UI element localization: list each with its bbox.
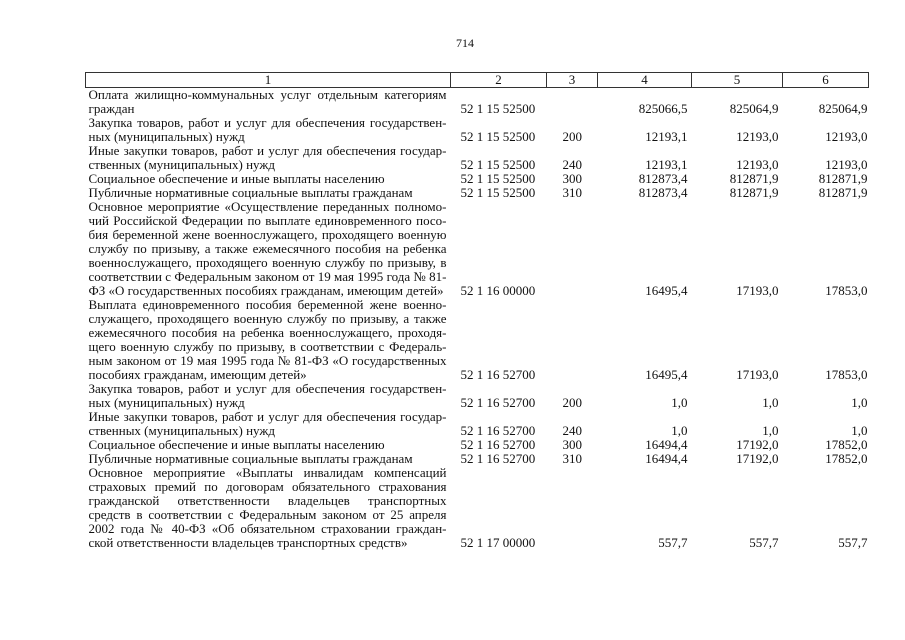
row-value-col5: 812871,9 bbox=[729, 171, 779, 186]
row-expense-type bbox=[547, 298, 598, 382]
row-value-col5: 825064,9 bbox=[729, 101, 779, 116]
header-col-3: 3 bbox=[547, 73, 598, 88]
row-value-col5: 17192,0 bbox=[736, 437, 779, 452]
row-value-col5: 812871,9 bbox=[729, 185, 779, 200]
row-code: 52 1 15 52500 bbox=[460, 185, 536, 200]
row-value-col4: 1,0 bbox=[671, 423, 688, 438]
row-expense-type bbox=[547, 200, 598, 298]
row-code: 52 1 15 52500 bbox=[460, 171, 536, 186]
row-code: 52 1 16 52700 bbox=[460, 395, 536, 410]
row-value-col6: 17852,0 bbox=[825, 451, 868, 466]
row-expense-type bbox=[547, 88, 598, 117]
header-col-1: 1 bbox=[86, 73, 451, 88]
row-value-col4: 16494,4 bbox=[645, 437, 688, 452]
row-name: Иные закупки товаров, работ и услуг для обеспечения государ-ственных (муниципальных) нужд bbox=[88, 143, 447, 172]
row-value-col4: 16495,4 bbox=[645, 367, 688, 382]
header-col-6: 6 bbox=[783, 73, 869, 88]
table-row bbox=[86, 172, 869, 186]
row-code: 52 1 16 52700 bbox=[460, 423, 536, 438]
row-value-col4: 12193,1 bbox=[645, 129, 688, 144]
row-expense-type: 200 bbox=[562, 129, 582, 144]
row-name: Закупка товаров, работ и услуг для обеспечения государствен-ных (муниципальных) нужд bbox=[88, 115, 447, 144]
row-name: Публичные нормативные социальные выплаты гражданам bbox=[88, 451, 413, 466]
row-value-col5: 17192,0 bbox=[736, 451, 779, 466]
row-name: Выплата единовременного пособия беременной жене военно-служащего, проходящего военную службу по призыву, а также ежемесячного пособия на ребенка военнослужащего, проходя-щего военную службу по призыву, в соответствии с Федераль-ным законом от 19 мая 1995 года № 81-ФЗ «О государственных пособиях гражданам, имеющим детей» bbox=[88, 297, 447, 382]
row-code: 52 1 15 52500 bbox=[460, 101, 536, 116]
row-value-col4: 1,0 bbox=[671, 395, 688, 410]
header-col-5: 5 bbox=[692, 73, 783, 88]
budget-table bbox=[85, 72, 869, 550]
table-row bbox=[86, 88, 869, 117]
row-value-col4: 557,7 bbox=[658, 535, 688, 550]
row-value-col4: 16495,4 bbox=[645, 283, 688, 298]
row-value-col6: 12193,0 bbox=[825, 157, 868, 172]
row-value-col4: 825066,5 bbox=[638, 101, 688, 116]
row-value-col5: 17193,0 bbox=[736, 283, 779, 298]
row-name: Основное мероприятие «Осуществление переданных полномо-чий Российской Федерации по выплате единовременного посо-бия беременной жене военнослужащего, проходящего военную службу по призыву, а также ежемесячного пособия на ребенка военнослужащего, проходящего военную службу по призыву, в соответствии с Федеральным законом от 19 мая 1995 года № 81-ФЗ «О государственных пособиях гражданам, имеющим детей» bbox=[88, 199, 447, 298]
table-row bbox=[86, 200, 869, 298]
table-row bbox=[86, 438, 869, 452]
row-expense-type: 300 bbox=[562, 171, 582, 186]
row-name: Основное мероприятие «Выплаты инвалидам компенсаций страховых премий по договорам обязательного страхования гражданской ответственности владельцев транспортных средств в соответствии с Федеральным законом от 25 апреля 2002 года № 40-ФЗ «Об обязательном страховании граждан-ской ответственности владельцев транспортных средств» bbox=[88, 465, 447, 550]
row-name: Социальное обеспечение и иные выплаты населению bbox=[88, 171, 385, 186]
table-row bbox=[86, 382, 869, 410]
table-row bbox=[86, 298, 869, 382]
row-value-col4: 812873,4 bbox=[638, 185, 688, 200]
row-expense-type: 240 bbox=[562, 157, 582, 172]
row-code: 52 1 15 52500 bbox=[460, 129, 536, 144]
row-value-col5: 12193,0 bbox=[736, 157, 779, 172]
table-row bbox=[86, 116, 869, 144]
row-expense-type: 310 bbox=[562, 185, 582, 200]
row-expense-type: 240 bbox=[562, 423, 582, 438]
page-number: 714 bbox=[456, 36, 474, 50]
row-value-col6: 812871,9 bbox=[818, 171, 868, 186]
row-value-col4: 12193,1 bbox=[645, 157, 688, 172]
table-row bbox=[86, 466, 869, 550]
header-col-4: 4 bbox=[598, 73, 692, 88]
row-code: 52 1 16 52700 bbox=[460, 367, 536, 382]
row-value-col6: 12193,0 bbox=[825, 129, 868, 144]
table-row bbox=[86, 144, 869, 172]
row-expense-type: 200 bbox=[562, 395, 582, 410]
row-value-col6: 825064,9 bbox=[818, 101, 868, 116]
table-row bbox=[86, 410, 869, 438]
row-name: Публичные нормативные социальные выплаты гражданам bbox=[88, 185, 413, 200]
row-value-col6: 812871,9 bbox=[818, 185, 868, 200]
table-row bbox=[86, 186, 869, 200]
row-name: Иные закупки товаров, работ и услуг для обеспечения государ-ственных (муниципальных) нужд bbox=[88, 409, 447, 438]
header-col-2: 2 bbox=[451, 73, 547, 88]
row-value-col4: 812873,4 bbox=[638, 171, 688, 186]
row-value-col4: 16494,4 bbox=[645, 451, 688, 466]
row-value-col5: 1,0 bbox=[762, 423, 779, 438]
row-value-col5: 1,0 bbox=[762, 395, 779, 410]
row-name: Оплата жилищно-коммунальных услуг отдельным категориям граждан bbox=[88, 87, 447, 116]
row-name: Социальное обеспечение и иные выплаты населению bbox=[88, 437, 385, 452]
row-value-col6: 1,0 bbox=[851, 395, 868, 410]
row-value-col6: 17853,0 bbox=[825, 367, 868, 382]
row-code: 52 1 16 00000 bbox=[460, 283, 536, 298]
row-expense-type: 300 bbox=[562, 437, 582, 452]
row-value-col5: 12193,0 bbox=[736, 129, 779, 144]
row-value-col5: 17193,0 bbox=[736, 367, 779, 382]
row-code: 52 1 17 00000 bbox=[460, 535, 536, 550]
row-expense-type: 310 bbox=[562, 451, 582, 466]
table-row bbox=[86, 452, 869, 466]
row-code: 52 1 16 52700 bbox=[460, 451, 536, 466]
row-value-col6: 17852,0 bbox=[825, 437, 868, 452]
row-code: 52 1 16 52700 bbox=[460, 437, 536, 452]
row-value-col6: 1,0 bbox=[851, 423, 868, 438]
header-row bbox=[86, 73, 869, 88]
row-expense-type bbox=[547, 466, 598, 550]
row-code: 52 1 15 52500 bbox=[460, 157, 536, 172]
row-value-col6: 17853,0 bbox=[825, 283, 868, 298]
row-name: Закупка товаров, работ и услуг для обеспечения государствен-ных (муниципальных) нужд bbox=[88, 381, 447, 410]
row-value-col5: 557,7 bbox=[749, 535, 779, 550]
row-value-col6: 557,7 bbox=[838, 535, 868, 550]
